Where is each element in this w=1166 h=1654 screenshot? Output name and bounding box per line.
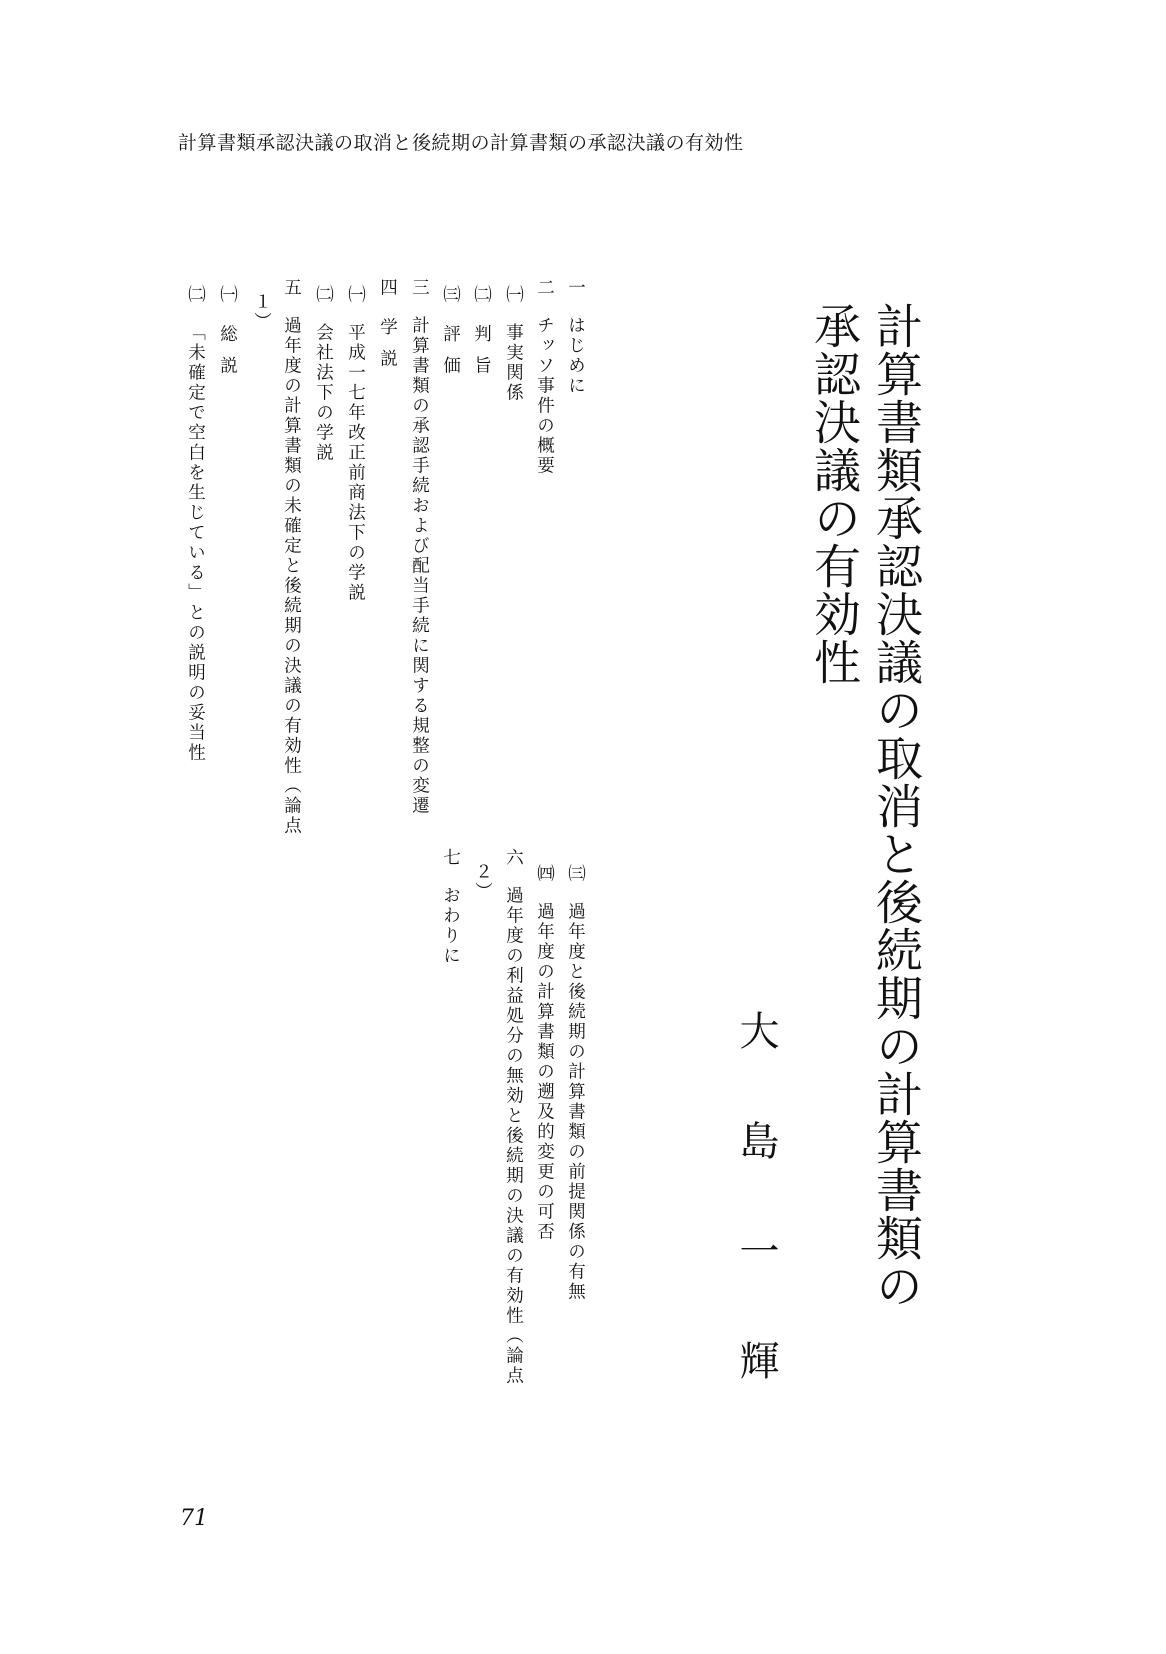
toc-text: 総説 (217, 324, 238, 388)
toc-text: チッソ事件の概要 (534, 316, 555, 476)
toc-text: はじめに (565, 316, 586, 396)
toc-number: ㈡ (185, 285, 206, 305)
toc-item (566, 278, 584, 396)
toc-number: ㈣ (534, 864, 555, 884)
toc-item (186, 285, 204, 763)
toc-text: 学説 (377, 317, 398, 381)
toc-item (410, 278, 428, 816)
toc-number: 二 (534, 278, 555, 298)
toc-text: 平成一七年改正前商法下の学説 (345, 323, 366, 603)
toc-item (314, 285, 332, 463)
toc-number: ㈢ (440, 285, 461, 317)
toc-item (441, 848, 459, 966)
toc-item (504, 848, 522, 1386)
running-header: 計算書類承認決議の取消と後続期の計算書類の承認決議の有効性 (178, 132, 744, 154)
toc-number: ㈡ (471, 285, 492, 317)
toc-number: ㈠ (503, 285, 524, 305)
toc-item (472, 285, 490, 388)
toc-item (378, 278, 396, 381)
article-title-line1: 計算書類承認決議の取消と後続期の計算書類の (868, 302, 923, 1310)
toc-text: 事実関係 (503, 323, 524, 403)
toc-item (566, 864, 584, 1302)
page-number: 71 (180, 1506, 208, 1531)
toc-item (282, 278, 300, 836)
toc-item (473, 862, 491, 902)
toc-number: ㈢ (565, 864, 586, 884)
toc-item (504, 285, 522, 403)
toc-number: 一 (565, 278, 586, 298)
toc-number: 五 (281, 278, 302, 298)
toc-text: おわりに (440, 886, 461, 966)
toc-text: 過年度の計算書類の遡及的変更の可否 (534, 902, 555, 1242)
toc-text: 過年度と後続期の計算書類の前提関係の有無 (565, 902, 586, 1302)
toc-item (218, 285, 236, 388)
toc-item (346, 285, 364, 603)
toc-text: ２） (472, 862, 493, 902)
toc-text: 判旨 (471, 324, 492, 388)
article-title-line2: 承認決議の有効性 (806, 302, 861, 686)
toc-item (441, 285, 459, 388)
toc-text: 会社法下の学説 (313, 323, 334, 463)
toc-item (535, 278, 553, 476)
toc-text: 「未確定で空白を生じている」との説明の妥当性 (185, 323, 206, 763)
toc-text: １） (251, 292, 272, 332)
toc-number: ㈡ (313, 285, 334, 305)
toc-number: 三 (409, 278, 430, 298)
toc-text: 評価 (440, 324, 461, 388)
toc-number: 七 (440, 848, 461, 868)
toc-number: 六 (503, 848, 524, 868)
toc-text: 計算書類の承認手続および配当手続に関する規整の変遷 (409, 316, 430, 816)
toc-text: 過年度の計算書類の未確定と後続期の決議の有効性（論点 (281, 316, 302, 836)
toc-item (252, 292, 270, 332)
toc-number: 四 (377, 278, 398, 310)
toc-text: 過年度の利益処分の無効と後続期の決議の有効性（論点 (503, 886, 524, 1386)
toc-item (535, 864, 553, 1242)
author-name: 大島一輝 (733, 1010, 779, 1450)
toc-number: ㈠ (217, 285, 238, 317)
toc-number: ㈠ (345, 285, 366, 305)
